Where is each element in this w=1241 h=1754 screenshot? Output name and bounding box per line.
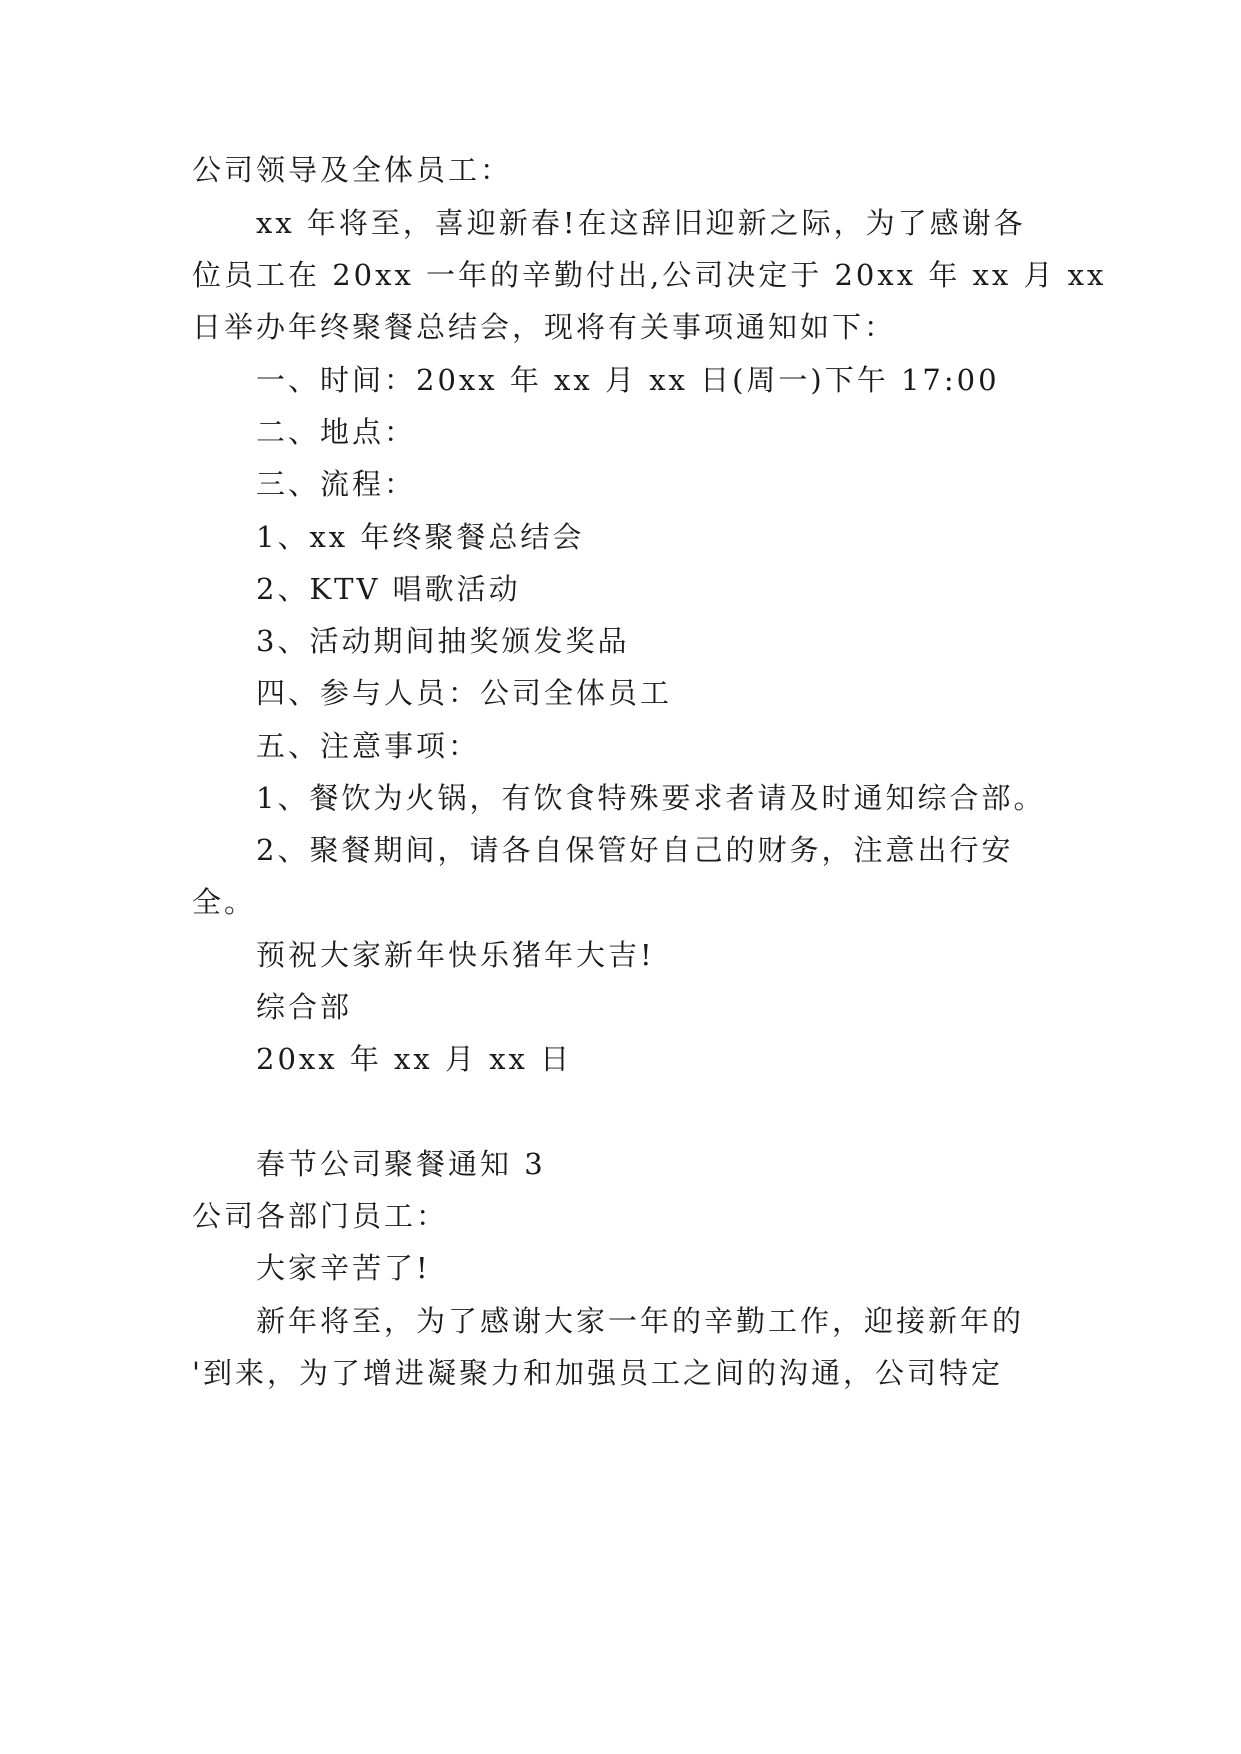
- body-paragraph-line: 新年将至，为了感谢大家一年的辛勤工作，迎接新年的: [256, 1304, 1025, 1338]
- signature-date: 20xx 年 xx 月 xx 日: [256, 1042, 573, 1076]
- signature-department: 综合部: [256, 990, 353, 1024]
- note-item: 1、餐饮为火锅，有饮食特殊要求者请及时通知综合部。: [256, 781, 1046, 815]
- note-item: 2、聚餐期间，请各自保管好自己的财务，注意出行安: [256, 833, 1014, 867]
- item-process: 三、流程：: [256, 467, 417, 501]
- intro-paragraph-line: 日举办年终聚餐总结会，现将有关事项通知如下：: [192, 310, 897, 344]
- item-notes: 五、注意事项：: [256, 729, 481, 763]
- salutation: 公司领导及全体员工：: [192, 153, 513, 187]
- section-heading: 春节公司聚餐通知 3: [256, 1147, 546, 1181]
- process-step: 2、KTV 唱歌活动: [256, 572, 521, 606]
- item-participants: 四、参与人员：公司全体员工: [256, 676, 673, 710]
- item-time: 一、时间：20xx 年 xx 月 xx 日(周一)下午 17:00: [256, 363, 1000, 397]
- greeting: 大家辛苦了!: [256, 1251, 431, 1285]
- intro-paragraph-line: xx 年将至，喜迎新春!在这辞旧迎新之际，为了感谢各: [256, 206, 1026, 240]
- salutation: 公司各部门员工：: [192, 1199, 449, 1233]
- item-place: 二、地点：: [256, 415, 417, 449]
- process-step: 3、活动期间抽奖颁发奖品: [256, 624, 630, 658]
- note-item-continuation: 全。: [192, 885, 257, 919]
- process-step: 1、xx 年终聚餐总结会: [256, 520, 585, 554]
- body-paragraph-line: '到来，为了增进凝聚力和加强员工之间的沟通，公司特定: [192, 1356, 1003, 1390]
- intro-paragraph-line: 位员工在 20xx 一年的辛勤付出,公司决定于 20xx 年 xx 月 xx: [192, 258, 1107, 292]
- wishes: 预祝大家新年快乐猪年大吉!: [256, 938, 655, 972]
